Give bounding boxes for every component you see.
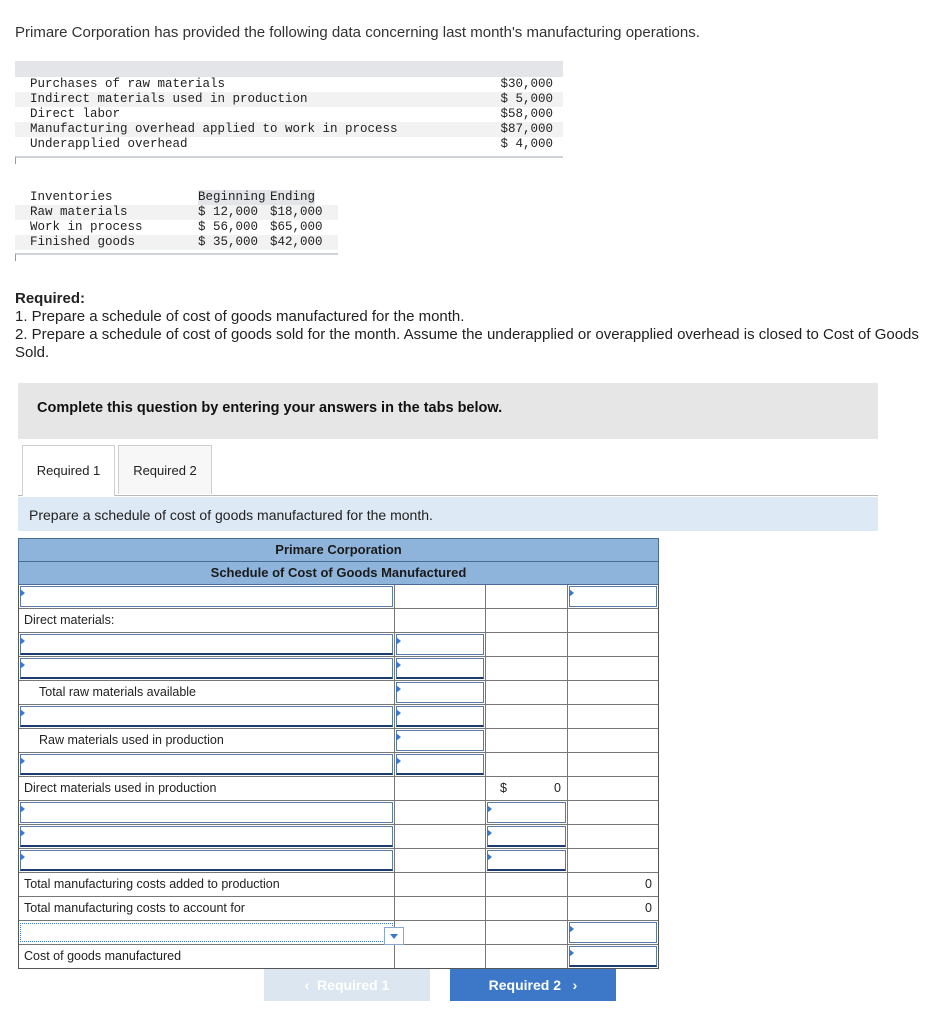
dm-used-value: 0	[554, 781, 561, 795]
table-row	[19, 777, 658, 801]
table-footer	[15, 253, 338, 261]
table-row	[19, 705, 658, 729]
row-value: $ 5,000	[500, 92, 553, 106]
table-row	[19, 801, 658, 825]
prompt-bar	[18, 497, 878, 531]
cell	[395, 657, 486, 680]
total-account-label: Total manufacturing costs to account for	[19, 897, 395, 920]
inventory-beginning: $ 12,000	[198, 205, 259, 219]
required-item-1: 1. Prepare a schedule of cost of goods manufactured for the month.	[15, 308, 465, 325]
table-row	[15, 122, 563, 137]
wip-dropdown[interactable]	[20, 923, 393, 942]
cell	[486, 585, 568, 608]
label-input[interactable]	[20, 586, 393, 607]
amount-input[interactable]	[396, 682, 484, 703]
cell	[486, 801, 568, 824]
chevron-right-icon: ›	[572, 977, 578, 993]
cell	[19, 657, 395, 680]
amount-input[interactable]	[487, 802, 566, 823]
inventory-ending: $65,000	[270, 220, 323, 234]
amount-input[interactable]	[487, 850, 566, 871]
label-input[interactable]	[20, 802, 393, 823]
cell	[568, 777, 658, 800]
cell	[568, 945, 658, 968]
cell	[395, 825, 486, 848]
cell	[568, 921, 658, 944]
raw-used-label: Raw materials used in production	[19, 729, 395, 752]
inventory-ending: $18,000	[270, 205, 323, 219]
cogm-label: Cost of goods manufactured	[19, 945, 395, 968]
cell	[486, 921, 568, 944]
cell	[486, 657, 568, 680]
table-row	[19, 873, 658, 897]
table-row	[19, 657, 658, 681]
inventory-label: Raw materials	[30, 205, 128, 219]
cell	[395, 801, 486, 824]
cell	[395, 753, 486, 776]
banner-text: Complete this question by entering your answers in the tabs below.	[37, 400, 503, 416]
direct-materials-label: Direct materials:	[19, 609, 395, 632]
cell	[395, 849, 486, 872]
table-row	[15, 205, 338, 220]
chevron-left-icon: ‹	[304, 977, 310, 993]
amount-input[interactable]	[396, 730, 484, 751]
cell	[395, 873, 486, 896]
cell	[568, 849, 658, 872]
row-value: $58,000	[500, 107, 553, 121]
amount-input[interactable]	[396, 706, 484, 727]
cell	[486, 753, 568, 776]
table-row	[19, 753, 658, 777]
cell	[486, 777, 568, 800]
table-row	[19, 945, 658, 969]
amount-input[interactable]	[396, 634, 484, 655]
cell	[486, 873, 568, 896]
cell	[568, 753, 658, 776]
cell	[568, 585, 658, 608]
cell	[395, 897, 486, 920]
cell	[568, 681, 658, 704]
table-header-bar	[15, 61, 563, 77]
prev-label: Required 1	[317, 977, 390, 993]
cell	[395, 729, 486, 752]
cell	[19, 585, 395, 608]
cost-data-table	[15, 61, 563, 164]
cell	[568, 825, 658, 848]
cell	[19, 705, 395, 728]
cell	[19, 753, 395, 776]
cell	[568, 609, 658, 632]
inventory-label: Work in process	[30, 220, 143, 234]
cell	[568, 801, 658, 824]
next-label: Required 2	[488, 977, 561, 993]
inventory-ending: $42,000	[270, 235, 323, 249]
required-item-2: 2. Prepare a schedule of cost of goods sold for the month. Assume the underapplied or overapplied overhead is closed to Cost of Goods Sold.	[15, 326, 919, 361]
cell	[486, 825, 568, 848]
amount-input[interactable]	[569, 586, 657, 607]
cell	[486, 729, 568, 752]
cell	[486, 681, 568, 704]
table-row	[19, 609, 658, 633]
table-row	[15, 137, 563, 152]
inventory-header	[15, 190, 338, 205]
intro-text: Primare Corporation has provided the following data concerning last month's manufacturing operations.	[15, 24, 700, 41]
label-input[interactable]	[20, 826, 393, 847]
prompt-text: Prepare a schedule of cost of goods manufactured for the month.	[29, 507, 433, 523]
row-label: Direct labor	[30, 107, 121, 121]
cell	[395, 777, 486, 800]
tab-required-1[interactable]: Required 1	[22, 445, 115, 496]
table-row	[19, 681, 658, 705]
cell	[486, 633, 568, 656]
cell	[19, 801, 395, 824]
tab-required-2[interactable]: Required 2	[118, 445, 212, 494]
dm-used-label: Direct materials used in production	[19, 777, 395, 800]
table-row	[19, 585, 658, 609]
label-input[interactable]	[20, 658, 393, 679]
inventory-beginning: $ 56,000	[198, 220, 259, 234]
label-input[interactable]	[20, 706, 393, 727]
inventory-header-label: Inventories	[30, 190, 113, 204]
row-label: Purchases of raw materials	[30, 77, 226, 91]
table-row	[15, 77, 563, 92]
inventory-header-ending: Ending	[270, 190, 316, 204]
cell	[395, 609, 486, 632]
cell	[486, 945, 568, 968]
label-input[interactable]	[20, 850, 393, 871]
cell	[568, 897, 658, 920]
worksheet-grid	[18, 585, 659, 969]
prev-button[interactable]	[264, 969, 430, 1001]
total-added-label: Total manufacturing costs added to production	[19, 873, 395, 896]
cell	[395, 705, 486, 728]
table-row	[15, 107, 563, 122]
cell	[395, 945, 486, 968]
table-row	[19, 729, 658, 753]
cell	[395, 681, 486, 704]
inventory-table	[15, 190, 338, 261]
table-row	[19, 633, 658, 657]
cell	[19, 633, 395, 656]
table-row	[15, 220, 338, 235]
cell	[568, 657, 658, 680]
cell	[395, 585, 486, 608]
instructions-banner	[18, 383, 878, 439]
amount-input[interactable]	[569, 946, 657, 967]
row-value: $30,000	[500, 77, 553, 91]
table-row	[19, 825, 658, 849]
cell	[486, 705, 568, 728]
row-value: $87,000	[500, 122, 553, 136]
table-row	[15, 92, 563, 107]
worksheet-title: Schedule of Cost of Goods Manufactured	[18, 562, 659, 585]
cell	[568, 873, 658, 896]
cell	[19, 825, 395, 848]
cell	[19, 921, 395, 944]
next-button[interactable]	[450, 969, 616, 1001]
cogm-worksheet	[18, 538, 659, 969]
table-row	[19, 849, 658, 873]
cell	[486, 897, 568, 920]
cell	[486, 609, 568, 632]
inventory-header-beginning: Beginning	[198, 190, 270, 205]
row-label: Manufacturing overhead applied to work in process	[30, 122, 398, 136]
amount-input[interactable]	[396, 754, 484, 775]
total-added-value: 0	[645, 877, 652, 891]
tab-bar	[18, 445, 878, 496]
table-footer	[15, 156, 563, 164]
cell	[568, 705, 658, 728]
row-label: Indirect materials used in production	[30, 92, 308, 106]
row-label: Underapplied overhead	[30, 137, 188, 151]
cell	[568, 633, 658, 656]
table-row	[19, 897, 658, 921]
inventory-label: Finished goods	[30, 235, 136, 249]
dollar-sign: $	[500, 781, 507, 795]
amount-input[interactable]	[396, 658, 484, 679]
inventory-beginning: $ 35,000	[198, 235, 259, 249]
label-input[interactable]	[20, 754, 393, 775]
row-value: $ 4,000	[500, 137, 553, 151]
cell	[486, 849, 568, 872]
cell	[395, 633, 486, 656]
total-account-value: 0	[645, 901, 652, 915]
required-heading: Required:	[15, 290, 86, 307]
table-row	[15, 235, 338, 250]
label-input[interactable]	[20, 634, 393, 655]
table-row	[19, 921, 658, 945]
amount-input[interactable]	[569, 922, 657, 943]
cell	[395, 921, 486, 944]
cell	[568, 729, 658, 752]
cell	[19, 849, 395, 872]
amount-input[interactable]	[487, 826, 566, 847]
total-raw-label: Total raw materials available	[19, 681, 395, 704]
requirements	[15, 290, 940, 362]
worksheet-company: Primare Corporation	[18, 538, 659, 562]
